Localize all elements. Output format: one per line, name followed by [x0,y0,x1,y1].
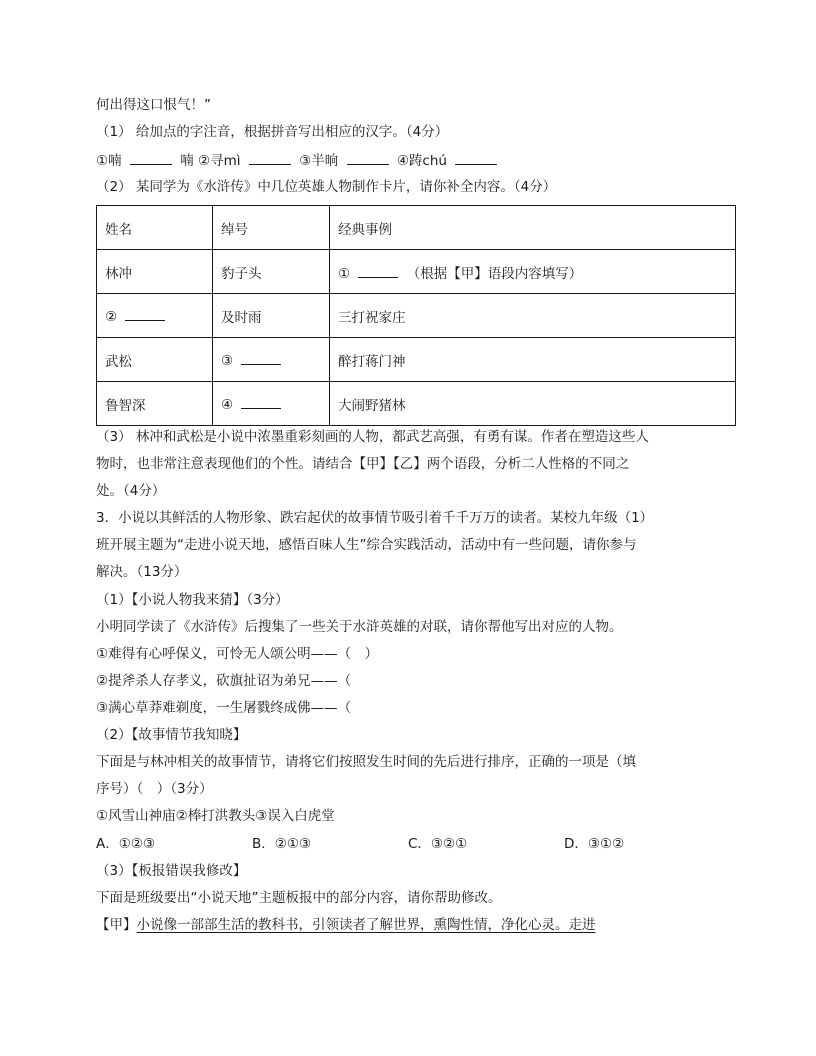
answer-blank[interactable] [241,394,281,409]
answer-blank[interactable] [241,350,281,365]
couplet-2: ②提斧杀人存孝义，砍旗扯诏为弟兄——（ [96,673,352,689]
question-1: （1） 给加点的字注音，根据拼音写出相应的汉字。（4分） [96,124,449,140]
paragraph-jia [96,915,596,935]
question-3-line2: 物时，也非常注意表现他们的个性。请结合【甲】【乙】两个语段，分析二人性格的不同之 [96,456,630,472]
cell-name: 林冲 [97,250,213,294]
section-3-line3: 解决。（13分） [96,564,188,580]
header-name: 姓名 [97,206,213,250]
table-row [97,250,736,294]
question-3-line1: （3） 林冲和武松是小说中浓墨重彩刻画的人物，都武艺高强，有勇有谋。作者在塑造这些人 [96,429,649,445]
answer-blank[interactable] [358,263,398,278]
nick-prefix: ④ [221,397,234,413]
cell-nickname [213,382,330,426]
item-c: ③半晌 [299,153,339,169]
cell-deed [330,250,736,294]
section-3-line1: 3．小说以其鲜活的人物形象、跌宕起伏的故事情节吸引着千千万万的读者。某校九年级（1） [96,510,654,526]
couplet-1: ①难得有心呼保义，可怜无人颂公明——（ ） [96,646,379,662]
part-2-desc2: 序号）（ ）（3分） [96,781,213,797]
hero-card-table [96,205,736,426]
cell-deed: 醉打蒋门神 [330,338,736,382]
cell-deed: 三打祝家庄 [330,294,736,338]
part-2-desc1: 下面是与林冲相关的故事情节，请将它们按照发生时间的先后进行排序，正确的一项是（填 [96,754,636,770]
question-1-items [96,150,501,171]
answer-blank[interactable] [249,150,291,165]
cell-name [97,294,213,338]
nick-prefix: ③ [221,353,234,369]
deed-prefix: ① [338,265,351,282]
cell-deed: 大闹野猪林 [330,382,736,426]
option-a[interactable]: A．①②③ [96,836,156,852]
deed-suffix: （根据【甲】语段内容填写） [406,265,583,282]
item-d: ④踌chú [396,153,447,169]
option-c[interactable]: C．③②① [408,836,468,852]
option-d[interactable]: D．③①② [564,836,625,852]
part-3-heading: （3）【板报错误我修改】 [96,863,247,879]
part-1-desc: 小明同学读了《水浒传》后搜集了一些关于水浒英雄的对联，请你帮他写出对应的人物。 [96,619,623,635]
option-b[interactable]: B．②①③ [252,836,312,852]
part-1-heading: （1）【小说人物我来猜】（3分） [96,592,289,608]
answer-blank[interactable] [130,150,172,165]
item-b: ②寻mì [198,153,241,169]
answer-blank[interactable] [125,306,165,321]
part-2-items: ①风雪山神庙②棒打洪教头③误入白虎堂 [96,808,335,824]
table-row [97,382,736,426]
table-header-row [97,206,736,250]
answer-blank[interactable] [347,150,389,165]
text-line: 何出得这口恨气！” [96,97,211,113]
table-row [97,294,736,338]
header-nickname: 绰号 [213,206,330,250]
part-2-heading: （2）【故事情节我知晓】 [96,727,247,743]
table-row [97,338,736,382]
cell-nickname [213,338,330,382]
cell-name: 武松 [97,338,213,382]
section-3-line2: 班开展主题为“走进小说天地，感悟百味人生”综合实践活动，活动中有一些问题，请你参与 [96,537,637,553]
question-3-line3: 处。（4分） [96,483,166,499]
jia-text: 小说像一部部生活的教科书，引领读者了解世界，熏陶性情，净化心灵。走进 [136,917,596,933]
part-3-desc: 下面是班级要出“小说天地”主题板报中的部分内容，请你帮助修改。 [96,890,502,906]
answer-blank[interactable] [455,150,497,165]
question-2: （2） 某同学为《水浒传》中几位英雄人物制作卡片，请你补全内容。（4分） [96,179,557,195]
item-a2: 喃 [180,153,194,169]
header-deed: 经典事例 [330,206,736,250]
cell-nickname: 豹子头 [213,250,330,294]
name-prefix: ② [105,309,118,325]
couplet-3: ③满心草莽难剃度，一生屠戮终成佛——（ [96,700,352,716]
cell-nickname: 及时雨 [213,294,330,338]
item-a: ①喃 [96,153,122,169]
jia-tag: 【甲】 [96,917,137,933]
cell-name: 鲁智深 [97,382,213,426]
